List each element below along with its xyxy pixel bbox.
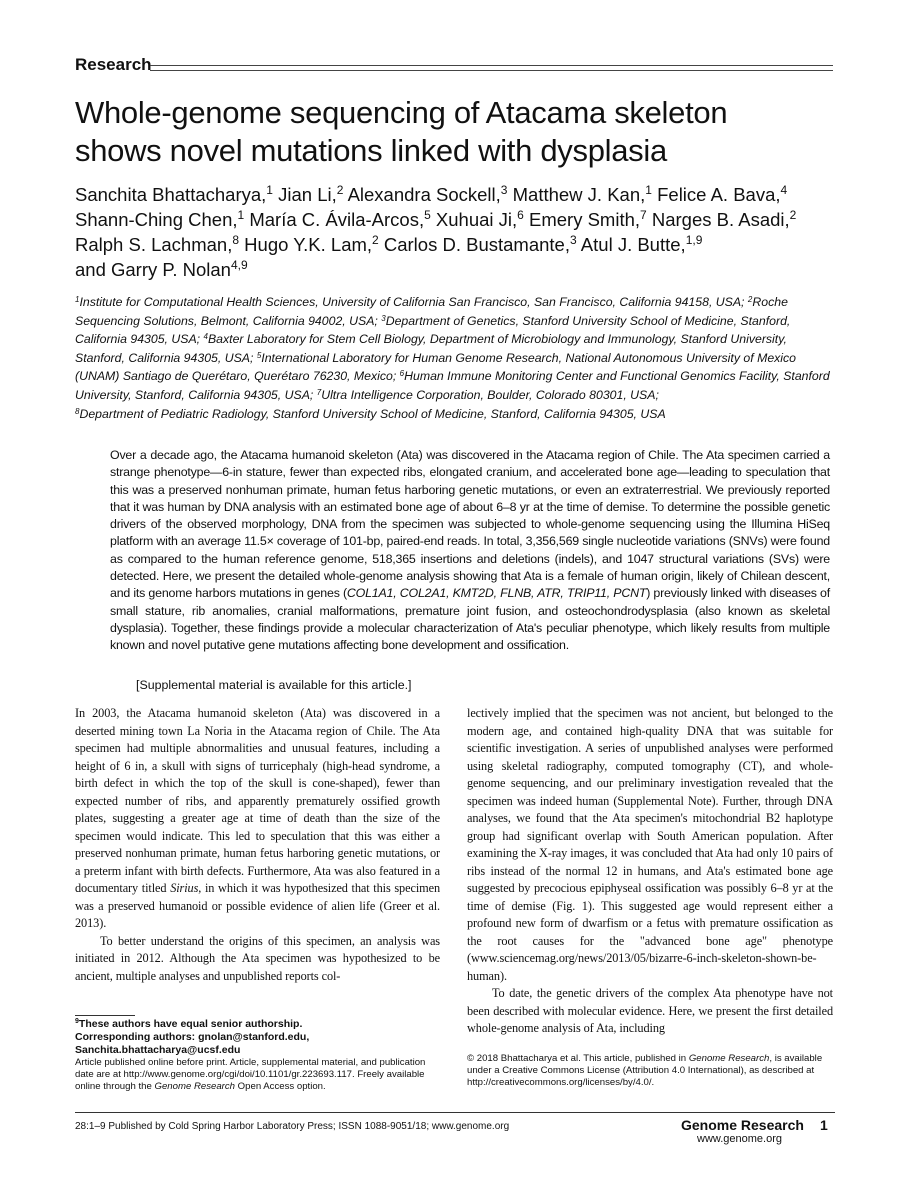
author-list — [75, 182, 845, 282]
author: Carlos D. Bustamante,$^3$ — [383, 233, 577, 255]
author: Atul J. Butte,$^{1,9}$ — [580, 233, 703, 255]
title-line-2: shows novel mutations linked with dysplasia — [75, 133, 667, 168]
title-line-1: Whole-genome sequencing of Atacama skeleton — [75, 95, 728, 130]
footer-citation: 28:1–9 Published by Cold Spring Harbor Laboratory Press; ISSN 1088-9051/18; www.genome.org — [75, 1121, 510, 1132]
footer-url: www.genome.org — [697, 1133, 782, 1145]
footer-journal: Genome Research — [681, 1117, 804, 1133]
author: María C. Ávila-Arcos,$^5$ — [249, 208, 431, 230]
author: Emery Smith,$^7$ — [529, 208, 647, 230]
author: Sanchita Bhattacharya,$^1$ — [75, 183, 273, 205]
affiliation: $^8$Department of Pediatric Radiology, Stanford University School of Medicine, Stanford, California 94305, USA — [75, 406, 666, 421]
article-title — [75, 94, 835, 170]
affiliations — [75, 293, 840, 423]
author: Alexandra Sockell,$^3$ — [347, 183, 508, 205]
author: Felice A. Bava,$^4$ — [657, 183, 788, 205]
supplemental-note: [Supplemental material is available for this article.] — [136, 678, 412, 692]
section-label: Research — [75, 55, 152, 74]
author: Ralph S. Lachman,$^8$ — [75, 233, 240, 255]
author: Matthew J. Kan,$^1$ — [512, 183, 652, 205]
gene-list: COL1A1, COL2A1, KMT2D, FLNB, ATR, TRIP11, PCNT — [346, 586, 647, 601]
author: Xuhuai Ji,$^6$ — [435, 208, 524, 230]
affiliation: $^7$Ultra Intelligence Corporation, Boulder, Colorado 80301, USA; — [316, 387, 659, 402]
author: and Garry P. Nolan$^{4,9}$ — [75, 258, 248, 280]
affiliation: $^5$International Laboratory for Human Genome Research, National Autonomous University of Mexico (UNAM) Santiago de Querétaro, Querétaro 76230, Mexico; — [75, 350, 797, 384]
affiliation: $^1$Institute for Computational Health Sciences, University of California San Francisco, San Francisco, California 94158, USA; — [75, 295, 745, 309]
author: Hugo Y.K. Lam,$^2$ — [244, 233, 379, 255]
author: Jian Li,$^2$ — [278, 183, 344, 205]
footnote-rule — [75, 1015, 135, 1016]
footnotes — [75, 1018, 443, 1094]
page-number: 1 — [820, 1117, 828, 1133]
publication-note: Article published online before print. Article, supplemental material, and publication date are at http://www.genome.org/cgi/doi/10.1101/gr.223693.117. Freely available online through the Genome Research Open Access option. — [75, 1057, 426, 1093]
affiliation: $^6$Human Immune Monitoring Center and Functional Genomics Facility, Stanford University, Stanford, California 94305, USA; — [75, 369, 830, 402]
author: Shann-Ching Chen,$^1$ — [75, 208, 245, 230]
corresponding-authors: Corresponding authors: gnolan@stanford.edu, — [75, 1031, 310, 1043]
section-rule — [150, 65, 833, 71]
license-note: © 2018 Bhattacharya et al. This article, published in Genome Research, is available under a Creative Commons License (Attribution 4.0 International), as described at http://creativecommons.org/licenses/by/4.0/. — [467, 1053, 823, 1089]
footer-rule — [75, 1112, 835, 1113]
affiliation: $^4$Baxter Laboratory for Stem Cell Biology, Department of Microbiology and Immunology, Stanford University, Stanford, California 94305, USA; — [75, 332, 787, 365]
paragraph: To date, the genetic drivers of the complex Ata phenotype have not been described with molecular evidence. Here, we present the first detailed whole-genome analysis of Ata, including — [467, 986, 833, 1035]
paragraph: In 2003, the Atacama humanoid skeleton (Ata) was discovered in a deserted mining town La Noria in the Atacama region of Chile. The Ata specimen had multiple abnormalities and unusual features, including a height of 6 in, a skull with signs of turricephaly (high-head syndrome, a birth defect in which the top of the skull is cone-shaped), fewer than expected number of ribs, and apparently prematurely ossified growth plates, suggesting a greater age at time of death than the size of the specimen would indicate. This led to speculation that this was either a preserved nonhuman primate, human fetus harboring genetic mutations, or a preterm infant with birth defects. Furthermore, Ata was also featured in a documentary titled Sirius, in which it was hypothesized that this specimen was a preserved humanoid or possible evidence of alien life (Greer et al. 2013). — [75, 706, 441, 930]
affiliation: $^2$Roche Sequencing Solutions, Belmont, California 94002, USA; — [75, 295, 788, 328]
body-column-right — [467, 705, 833, 1038]
equal-authorship-note: $^9$These authors have equal senior authorship. — [75, 1018, 303, 1030]
paragraph: To better understand the origins of this specimen, an analysis was initiated in 2012. Although the Ata specimen was hypothesized to be ancient, multiple analyses and unpublished reports col- — [75, 933, 440, 983]
affiliation: $^3$Department of Genetics, Stanford University School of Medicine, Stanford, California 94305, USA; — [75, 313, 791, 347]
corresponding-email: Sanchita.bhattacharya@ucsf.edu — [75, 1044, 241, 1056]
paragraph: lectively implied that the specimen was not ancient, but belonged to the modern age, and contained high-quality DNA that was suitable for scientific investigation. A series of unpublished analyses were performed using skeletal radiography, computed tomography (CT), and whole-genome sequencing, and our preliminary investigation revealed that the specimen was indeed human (Supplemental Note). Further, through DNA analyses, we found that the Ata specimen's mitochondrial B2 haplotype group had significant overlap with South American population. After examining the X-ray images, it was concluded that Ata had only 10 pairs of ribs instead of the normal 12 in humans, and Ata's estimated bone age suggested by precocious epiphyseal ossification was possibly 6–8 yr at the time of demise (Fig. 1). This suggested age would represent either a profound new form of dwarfism or a fetus with premature ossification as the root causes for the "advanced bone age" phenotype (www.sciencemag.org/news/2013/05/bizarre-6-inch-skeleton-shown-be-human). — [467, 706, 833, 983]
author: Narges B. Asadi,$^2$ — [651, 208, 797, 230]
abstract: Over a decade ago, the Atacama humanoid skeleton (Ata) was discovered in the Atacama region of Chile. The Ata specimen carried a strange phenotype—6-in stature, fewer than expected ribs, elongated cranium, and accelerated bone age—leading to speculation that this was a preserved nonhuman primate, human fetus harboring genetic mutations, or even an extraterrestrial. We previously reported that it was human by DNA analysis with an estimated bone age of about 6–8 yr at the time of demise. To determine the possible genetic drivers of the observed morphology, DNA from the specimen was subjected to whole-genome sequencing using the Illumina HiSeq platform with an average 11.5× coverage of 101-bp, paired-end reads. In total, 3,356,569 single nucleotide variations (SNVs) were found as compared to the human reference genome, 518,365 insertions and deletions (indels), and 1047 structural variations (SVs) were detected. Here, we present the detailed whole-genome analysis showing that Ata is a female of human origin, likely of Chilean descent, and its genome harbors mutations in genes (COL1A1, COL2A1, KMT2D, FLNB, ATR, TRIP11, PCNT) previously linked with diseases of small stature, rib anomalies, cranial malformations, premature joint fusion, and osteochondrodysplasia (also known as skeletal dysplasia). Together, these findings provide a molecular characterization of Ata's peculiar phenotype, which likely results from multiple known and novel putative gene mutations affecting bone development and ossification. — [110, 448, 830, 653]
body-column-left — [75, 705, 440, 985]
